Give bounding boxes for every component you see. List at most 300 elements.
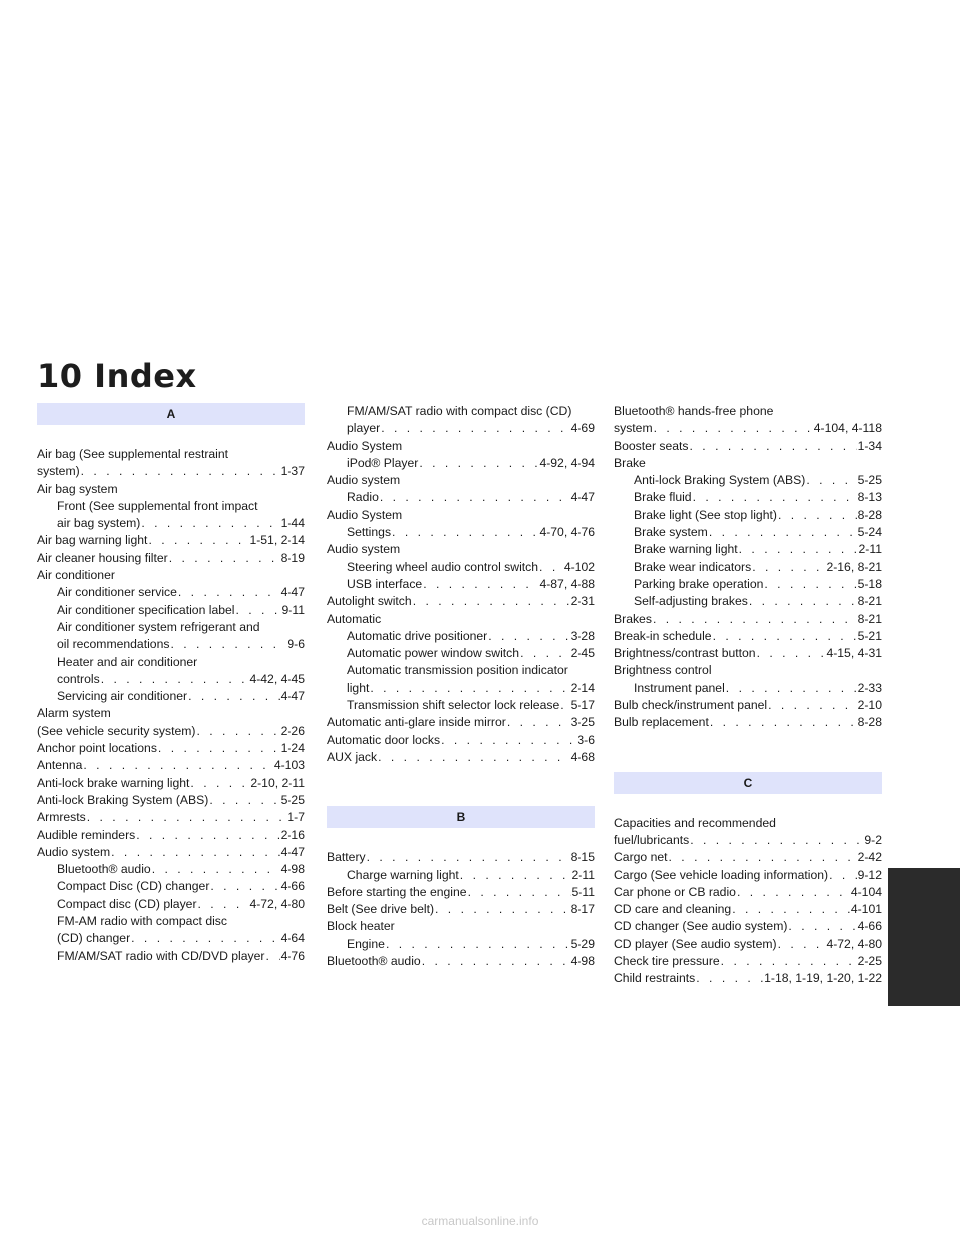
- entry-page-ref: 2-11: [571, 867, 595, 882]
- index-subentry: [327, 559, 595, 576]
- entry-page-ref: 4-47: [570, 490, 595, 505]
- dot-leader: [806, 472, 856, 489]
- entry-term: Battery: [327, 850, 366, 865]
- dot-leader: [435, 901, 570, 918]
- entry-term: Brakes: [614, 611, 652, 626]
- dot-leader: [210, 878, 279, 895]
- index-entry: [327, 438, 595, 455]
- entry-page-ref: 2-45: [570, 646, 595, 661]
- index-entry: [327, 953, 595, 970]
- dot-leader: [198, 896, 249, 913]
- entry-term: Car phone or CB radio: [614, 884, 736, 899]
- entry-term: Antenna: [37, 758, 83, 773]
- index-subentry: [327, 524, 595, 541]
- entry-page-ref: 4-66: [857, 919, 882, 934]
- dot-leader: [778, 507, 857, 524]
- index-subentry: [614, 559, 882, 576]
- index-subentry: [37, 930, 305, 947]
- index-entry: [37, 481, 305, 498]
- index-entry: [37, 723, 305, 740]
- entry-page-ref: 2-16: [280, 827, 305, 842]
- index-subentry: [327, 680, 595, 697]
- section-spacer: [327, 766, 595, 806]
- dot-leader: [732, 901, 850, 918]
- entry-term: Break-in schedule: [614, 628, 712, 643]
- index-entry: [327, 749, 595, 766]
- entry-term: Air bag warning light: [37, 533, 148, 548]
- entry-page-ref: 4-101: [850, 902, 882, 917]
- entry-term: (See vehicle security system): [37, 723, 196, 738]
- entry-term: Audible reminders: [37, 827, 136, 842]
- index-entry: [37, 775, 305, 792]
- entry-page-ref: 9-12: [857, 867, 882, 882]
- entry-term: Anchor point locations: [37, 741, 157, 756]
- index-subentry: [327, 867, 595, 884]
- entry-term: Audio system: [327, 542, 401, 557]
- entry-term: Automatic anti-glare inside mirror: [327, 715, 506, 730]
- index-entry: [614, 970, 882, 987]
- index-entry: [37, 757, 305, 774]
- dot-leader: [752, 559, 825, 576]
- entry-term: FM/AM/SAT radio with compact disc (CD): [347, 404, 572, 418]
- index-entry: [327, 732, 595, 749]
- dot-leader: [653, 611, 857, 628]
- entry-page-ref: 4-42, 4-45: [249, 671, 305, 686]
- index-subentry: [327, 936, 595, 953]
- entry-term: Compact Disc (CD) changer: [57, 879, 210, 894]
- index-column-2: [327, 403, 595, 970]
- entry-term: Heater and air conditioner: [57, 654, 198, 669]
- entry-term: Parking brake operation: [634, 576, 764, 591]
- entry-term: Air conditioner: [37, 568, 115, 583]
- entry-page-ref: 4-70, 4-76: [539, 525, 595, 540]
- dot-leader: [710, 714, 857, 731]
- entry-page-ref: 5-25: [280, 792, 305, 807]
- index-entry: [327, 714, 595, 731]
- entry-term: Anti-lock Braking System (ABS): [37, 792, 209, 807]
- entry-page-ref: 8-19: [280, 550, 305, 565]
- chapter-tab-marker: [888, 868, 960, 1006]
- entry-page-ref: 2-16, 8-21: [826, 559, 882, 574]
- index-column-3: [614, 403, 882, 988]
- entry-term: Check tire pressure: [614, 954, 720, 969]
- entry-term: Brake warning light: [634, 542, 738, 557]
- index-entry: [37, 705, 305, 722]
- entry-page-ref: 2-33: [857, 680, 882, 695]
- dot-leader: [152, 861, 280, 878]
- entry-term: Cargo net: [614, 850, 668, 865]
- entry-term: Front (See supplemental front impact: [57, 498, 258, 513]
- entry-term: Automatic door locks: [327, 732, 441, 747]
- entry-term: USB interface: [347, 576, 423, 591]
- dot-leader: [709, 524, 857, 541]
- dot-leader: [669, 849, 857, 866]
- entry-page-ref: 8-28: [857, 507, 882, 522]
- entry-term: Settings: [347, 525, 392, 540]
- entry-page-ref: 2-14: [570, 680, 595, 695]
- index-entry: [614, 884, 882, 901]
- index-entry: [327, 472, 595, 489]
- dot-leader: [721, 953, 857, 970]
- index-entry: [37, 532, 305, 549]
- entry-page-ref: 4-103: [273, 758, 305, 773]
- index-subentry: [614, 472, 882, 489]
- entry-page-ref: 1-24: [280, 741, 305, 756]
- index-entry: [327, 884, 595, 901]
- index-entry: [614, 849, 882, 866]
- index-subentry: [614, 524, 882, 541]
- index-subentry: [614, 507, 882, 524]
- dot-leader: [170, 636, 286, 653]
- index-entry: [614, 832, 882, 849]
- entry-page-ref: 4-66: [280, 879, 305, 894]
- entry-term: Anti-lock brake warning light: [37, 775, 190, 790]
- dot-leader: [169, 550, 280, 567]
- dot-leader: [413, 593, 570, 610]
- index-entry: [327, 849, 595, 866]
- index-entry: [614, 901, 882, 918]
- dot-leader: [507, 714, 570, 731]
- index-entry: [614, 697, 882, 714]
- dot-leader: [696, 970, 763, 987]
- entry-term: Child restraints: [614, 971, 696, 986]
- entry-page-ref: 9-6: [287, 637, 305, 652]
- entry-page-ref: 4-69: [570, 421, 595, 436]
- entry-term: Transmission shift selector lock release: [347, 698, 560, 713]
- entry-term: FM-AM radio with compact disc: [57, 914, 227, 929]
- entry-page-ref: 8-13: [857, 490, 882, 505]
- index-entry: [327, 507, 595, 524]
- index-entry: [614, 438, 882, 455]
- index-entry: [37, 844, 305, 861]
- index-entry: [614, 628, 882, 645]
- entry-page-ref: 4-104, 4-118: [813, 421, 882, 436]
- dot-leader: [141, 515, 279, 532]
- index-subentry: [37, 602, 305, 619]
- entry-page-ref: 4-104: [850, 884, 882, 899]
- dot-leader: [737, 884, 850, 901]
- entry-term: Automatic drive positioner: [347, 628, 488, 643]
- index-column-1: [37, 403, 305, 965]
- entry-page-ref: 1-51, 2-14: [249, 533, 305, 548]
- dot-leader: [768, 697, 856, 714]
- dot-leader: [136, 827, 279, 844]
- entry-page-ref: 1-7: [287, 810, 305, 825]
- entry-term: oil recommendations: [57, 637, 170, 652]
- watermark-footer: carmanualsonline.info: [421, 1214, 539, 1228]
- entry-term: Brake fluid: [634, 490, 692, 505]
- entry-term: Instrument panel: [634, 680, 725, 695]
- entry-page-ref: 1-44: [280, 516, 305, 531]
- entry-term: Brake light (See stop light): [634, 507, 777, 522]
- entry-page-ref: 2-10, 2-11: [250, 775, 305, 790]
- index-entry: [37, 792, 305, 809]
- dot-leader: [539, 559, 563, 576]
- entry-page-ref: 8-17: [570, 902, 595, 917]
- index-subentry: [614, 593, 882, 610]
- entry-page-ref: 5-18: [857, 576, 882, 591]
- entry-term: Self-adjusting brakes: [634, 594, 748, 609]
- dot-leader: [690, 832, 863, 849]
- entry-page-ref: 4-72, 4-80: [249, 896, 305, 911]
- entry-page-ref: 5-25: [857, 473, 882, 488]
- entry-page-ref: 4-15, 4-31: [826, 646, 882, 661]
- index-subentry: [37, 861, 305, 878]
- dot-leader: [441, 732, 576, 749]
- entry-term: Air bag system: [37, 481, 118, 496]
- entry-page-ref: 4-64: [280, 931, 305, 946]
- entry-term: Radio: [347, 490, 379, 505]
- entry-term: Anti-lock Braking System (ABS): [634, 473, 806, 488]
- entry-term: AUX jack: [327, 749, 378, 764]
- dot-leader: [83, 757, 272, 774]
- dot-leader: [158, 740, 280, 757]
- entry-term: Audio system: [327, 473, 401, 488]
- dot-leader: [378, 749, 569, 766]
- dot-leader: [209, 792, 279, 809]
- entry-page-ref: 3-6: [577, 732, 595, 747]
- entry-term: Charge warning light: [347, 867, 459, 882]
- index-entry: [614, 611, 882, 628]
- entry-term: Air conditioner system refrigerant and: [57, 619, 260, 634]
- entry-term: Air conditioner specification label: [57, 602, 235, 617]
- entry-term: Belt (See drive belt): [327, 902, 435, 917]
- index-subentry: [614, 680, 882, 697]
- dot-leader: [178, 584, 280, 601]
- index-entry: [37, 827, 305, 844]
- entry-term: Brake wear indicators: [634, 559, 752, 574]
- entry-term: Air cleaner housing filter: [37, 550, 168, 565]
- entry-term: Automatic transmission position indicator: [347, 663, 568, 678]
- entry-term: Bluetooth® audio: [327, 954, 421, 969]
- index-subentry: [37, 913, 305, 930]
- entry-page-ref: 3-28: [570, 628, 595, 643]
- entry-term: Servicing air conditioner: [57, 689, 188, 704]
- entry-term: Block heater: [327, 919, 395, 934]
- index-subentry: [327, 489, 595, 506]
- index-entry: [614, 420, 882, 437]
- index-entry: [327, 918, 595, 935]
- entry-term: Bulb check/instrument panel: [614, 698, 768, 713]
- index-entry: [614, 936, 882, 953]
- index-entry: [327, 541, 595, 558]
- entry-term: Before starting the engine: [327, 884, 467, 899]
- index-entry: [614, 918, 882, 935]
- entry-page-ref: 4-47: [280, 585, 305, 600]
- entry-term: Cargo (See vehicle loading information): [614, 867, 829, 882]
- entry-term: Bluetooth® hands-free phone: [614, 404, 774, 418]
- index-subentry: [327, 576, 595, 593]
- index-entry: [614, 403, 882, 420]
- entry-page-ref: 4-72, 4-80: [826, 936, 882, 951]
- dot-leader: [778, 936, 826, 953]
- dot-leader: [520, 645, 570, 662]
- dot-leader: [419, 455, 538, 472]
- dot-leader: [749, 593, 857, 610]
- dot-leader: [190, 775, 249, 792]
- entry-term: Air conditioner service: [57, 585, 177, 600]
- entry-term: fuel/lubricants: [614, 832, 690, 847]
- index-subentry: [327, 697, 595, 714]
- entry-term: Air bag (See supplemental restraint: [37, 447, 229, 461]
- entry-term: player: [347, 421, 381, 436]
- index-subentry: [327, 420, 595, 437]
- dot-leader: [265, 948, 279, 965]
- entry-page-ref: 9-2: [864, 832, 882, 847]
- index-entry: [37, 740, 305, 757]
- dot-leader: [488, 628, 569, 645]
- index-subentry: [614, 576, 882, 593]
- dot-leader: [381, 420, 569, 437]
- dot-leader: [764, 576, 856, 593]
- entry-page-ref: 9-11: [281, 602, 305, 617]
- index-subentry: [37, 948, 305, 965]
- index-entry: [37, 446, 305, 463]
- entry-term: Audio System: [327, 507, 403, 522]
- entry-page-ref: 5-11: [571, 884, 595, 899]
- dot-leader: [380, 489, 570, 506]
- entry-page-ref: 8-28: [857, 715, 882, 730]
- index-subentry: [37, 896, 305, 913]
- entry-page-ref: 4-98: [280, 862, 305, 877]
- dot-leader: [423, 576, 538, 593]
- entry-page-ref: 5-21: [857, 628, 882, 643]
- entry-term: FM/AM/SAT radio with CD/DVD player: [57, 948, 265, 963]
- index-entry: [614, 867, 882, 884]
- entry-page-ref: 4-92, 4-94: [539, 455, 595, 470]
- index-subentry: [37, 515, 305, 532]
- entry-page-ref: 4-68: [570, 749, 595, 764]
- entry-term: Automatic power window switch: [347, 646, 520, 661]
- entry-term: Booster seats: [614, 438, 689, 453]
- index-subentry: [327, 403, 595, 420]
- entry-page-ref: 5-17: [570, 698, 595, 713]
- entry-term: Audio system: [37, 844, 111, 859]
- entry-page-ref: 8-21: [857, 594, 882, 609]
- entry-page-ref: 4-47: [280, 689, 305, 704]
- index-subentry: [37, 498, 305, 515]
- entry-page-ref: 5-29: [570, 936, 595, 951]
- index-subentry: [37, 584, 305, 601]
- entry-term: Bluetooth® audio: [57, 862, 151, 877]
- index-subentry: [327, 628, 595, 645]
- index-entry: [37, 567, 305, 584]
- index-entry: [614, 662, 882, 679]
- index-entry: [614, 714, 882, 731]
- entry-page-ref: 8-21: [857, 611, 882, 626]
- entry-page-ref: 2-31: [570, 594, 595, 609]
- dot-leader: [386, 936, 570, 953]
- entry-page-ref: 2-25: [857, 954, 882, 969]
- section-spacer: [614, 732, 882, 772]
- index-subentry: [37, 636, 305, 653]
- dot-leader: [370, 680, 569, 697]
- entry-page-ref: 1-37: [280, 464, 305, 479]
- index-entry: [614, 645, 882, 662]
- dot-leader: [726, 680, 857, 697]
- entry-term: controls: [57, 671, 100, 686]
- entry-term: Audio System: [327, 438, 403, 453]
- dot-leader: [101, 671, 249, 688]
- entry-page-ref: 5-24: [857, 525, 882, 540]
- index-entry: [327, 901, 595, 918]
- dot-leader: [188, 688, 280, 705]
- entry-page-ref: 3-25: [570, 715, 595, 730]
- section-header: C: [614, 772, 882, 794]
- dot-leader: [460, 867, 571, 884]
- entry-page-ref: 2-26: [280, 723, 305, 738]
- index-subentry: [37, 619, 305, 636]
- entry-term: Engine: [347, 936, 385, 951]
- entry-term: Capacities and recommended: [614, 815, 776, 830]
- index-entry: [614, 815, 882, 832]
- section-header: A: [37, 403, 305, 425]
- index-entry: [37, 463, 305, 480]
- index-subentry: [37, 878, 305, 895]
- dot-leader: [236, 602, 281, 619]
- dot-leader: [111, 844, 279, 861]
- index-subentry: [614, 541, 882, 558]
- dot-leader: [148, 532, 248, 549]
- entry-term: light: [347, 680, 370, 695]
- dot-leader: [367, 849, 570, 866]
- index-entry: [327, 593, 595, 610]
- entry-term: Steering wheel audio control switch: [347, 559, 539, 574]
- entry-page-ref: 4-47: [280, 844, 305, 859]
- dot-leader: [131, 930, 279, 947]
- entry-term: (CD) changer: [57, 931, 131, 946]
- dot-leader: [468, 884, 571, 901]
- dot-leader: [713, 628, 857, 645]
- entry-page-ref: 4-76: [280, 948, 305, 963]
- entry-page-ref: 2-10: [857, 698, 882, 713]
- index-entry: [327, 611, 595, 628]
- dot-leader: [654, 420, 813, 437]
- entry-term: Automatic: [327, 611, 382, 626]
- dot-leader: [81, 463, 280, 480]
- entry-term: iPod® Player: [347, 455, 419, 470]
- entry-term: Alarm system: [37, 706, 111, 721]
- entry-term: CD changer (See audio system): [614, 919, 788, 934]
- index-entry: [37, 550, 305, 567]
- entry-page-ref: 4-102: [563, 559, 595, 574]
- entry-term: CD care and cleaning: [614, 902, 732, 917]
- index-subentry: [614, 489, 882, 506]
- index-subentry: [327, 455, 595, 472]
- entry-page-ref: 4-87, 4-88: [539, 576, 595, 591]
- entry-page-ref: 2-11: [858, 542, 882, 557]
- index-subentry: [37, 654, 305, 671]
- entry-term: Bulb replacement: [614, 715, 709, 730]
- entry-page-ref: 4-98: [570, 954, 595, 969]
- dot-leader: [197, 723, 280, 740]
- entry-term: system): [37, 464, 80, 479]
- dot-leader: [788, 918, 856, 935]
- entry-term: system: [614, 421, 653, 436]
- section-header: B: [327, 806, 595, 828]
- dot-leader: [422, 953, 570, 970]
- dot-leader: [829, 867, 857, 884]
- dot-leader: [560, 697, 569, 714]
- entry-page-ref: 1-18, 1-19, 1-20, 1-22: [764, 971, 882, 986]
- dot-leader: [392, 524, 538, 541]
- entry-term: Brightness control: [614, 663, 712, 678]
- dot-leader: [739, 541, 858, 558]
- entry-term: Brightness/contrast button: [614, 646, 756, 661]
- entry-term: Brake: [614, 455, 646, 470]
- index-subentry: [327, 645, 595, 662]
- entry-term: Brake system: [634, 525, 708, 540]
